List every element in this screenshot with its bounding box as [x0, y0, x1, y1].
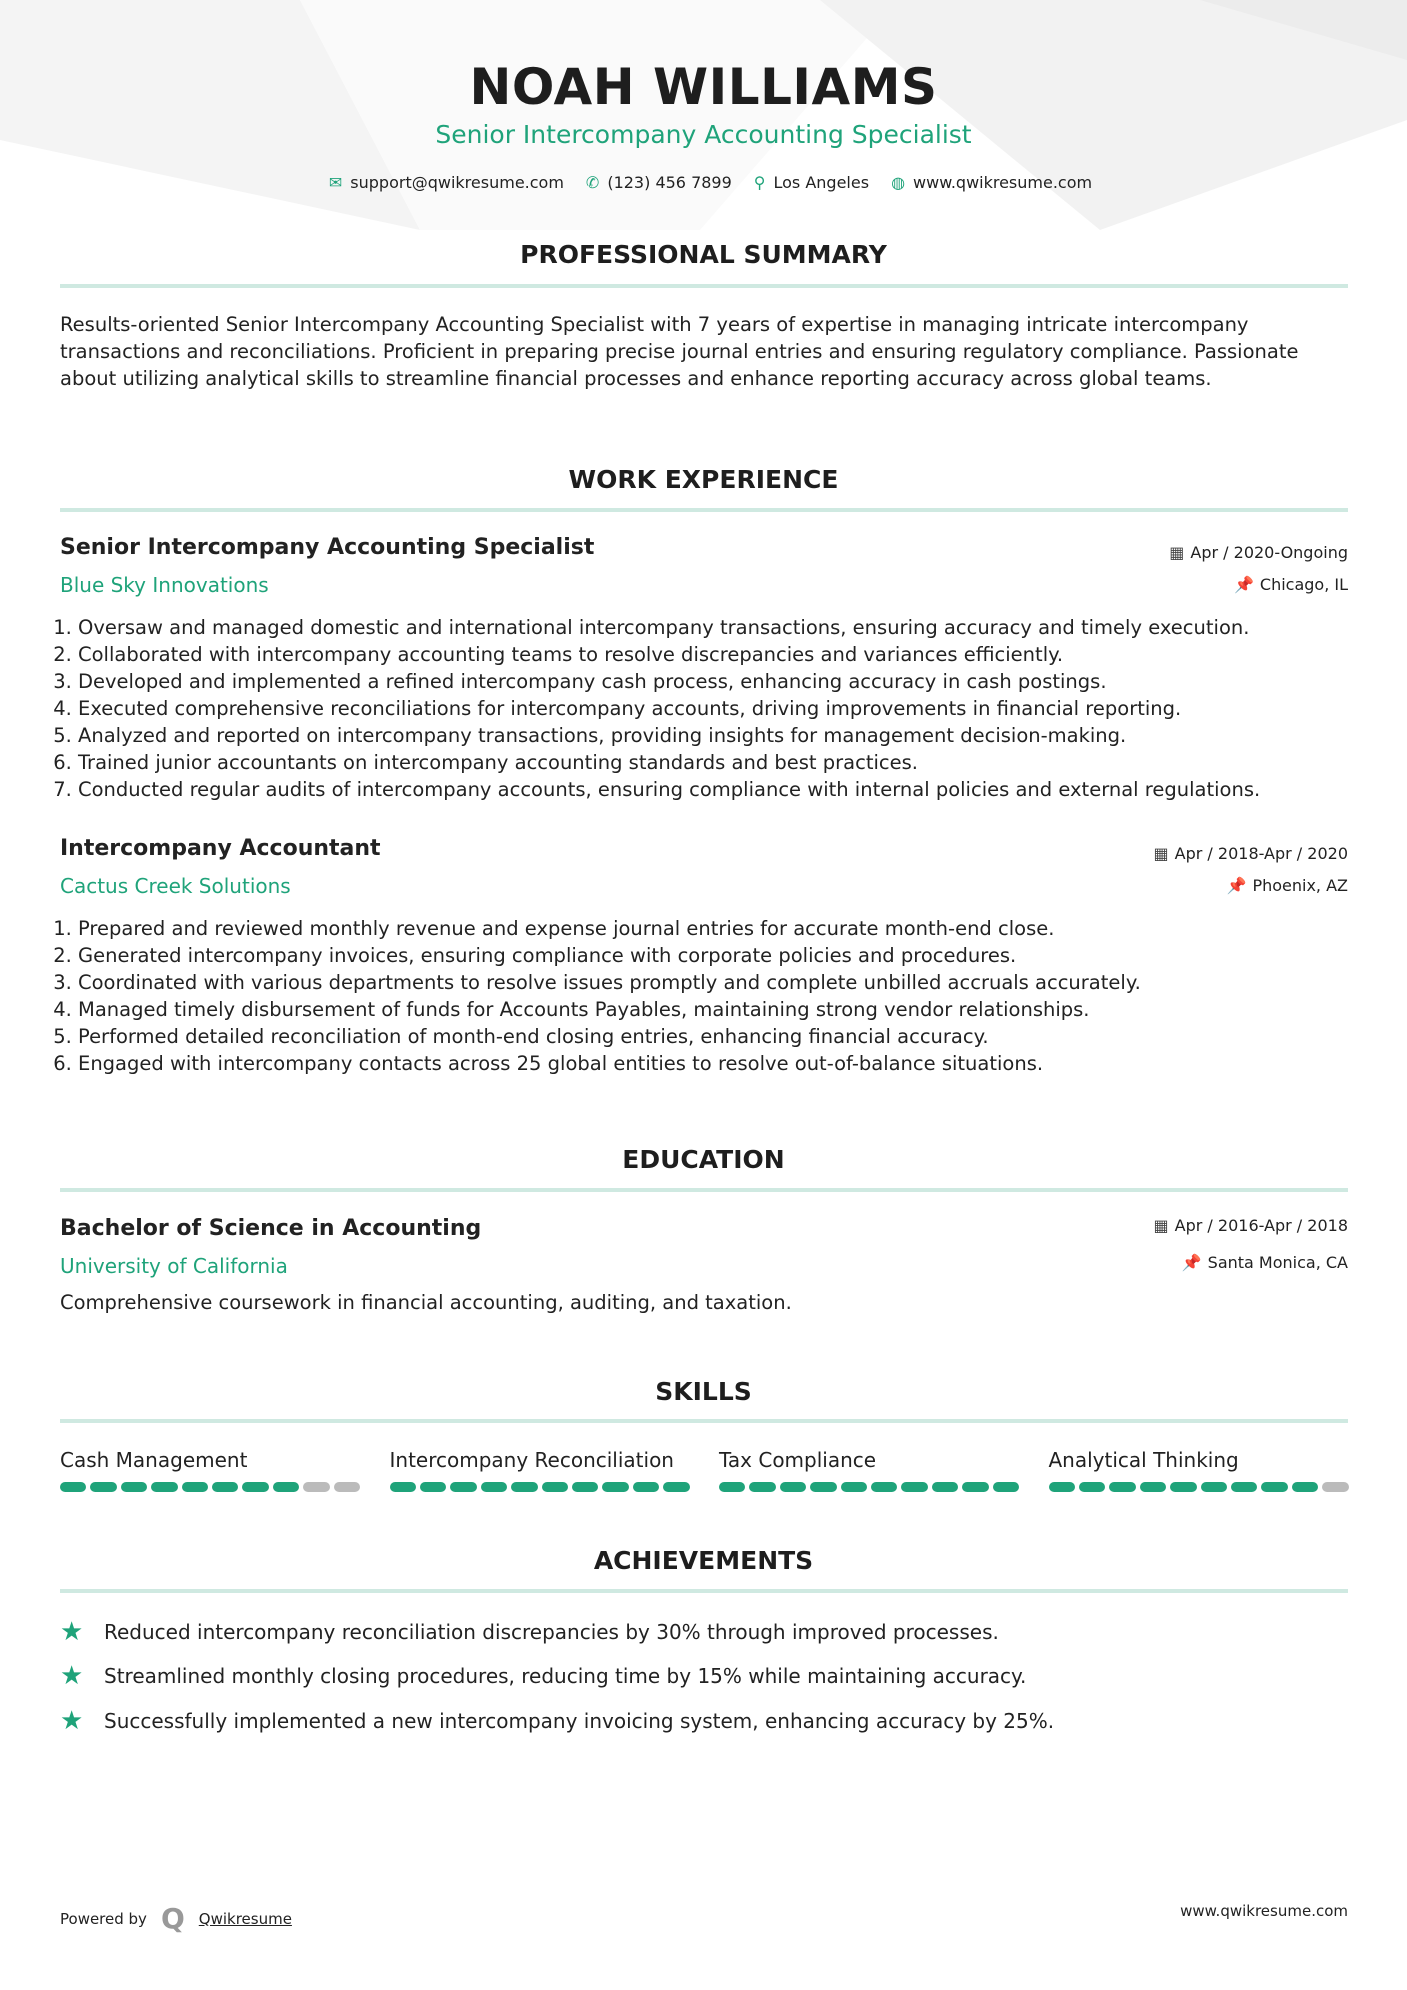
skill-name: Tax Compliance: [719, 1448, 877, 1472]
skill-dot: [212, 1482, 238, 1492]
skill-name: Analytical Thinking: [1048, 1448, 1239, 1472]
candidate-name: NOAH WILLIAMS: [469, 58, 938, 116]
education-heading: EDUCATION: [622, 1145, 785, 1174]
skill-dot: [1292, 1482, 1318, 1492]
divider: [60, 1188, 1348, 1192]
job-bullets: [60, 915, 1348, 1077]
skill-level-bar: [1049, 1482, 1349, 1492]
summary-heading: PROFESSIONAL SUMMARY: [520, 240, 887, 269]
skill-dot: [481, 1482, 507, 1492]
powered-by-label: Powered by: [60, 1909, 147, 1928]
skill-name: Intercompany Reconciliation: [389, 1448, 674, 1472]
education-description: Comprehensive coursework in financial accounting, auditing, and taxation.: [60, 1291, 792, 1314]
job-location: [1234, 575, 1348, 594]
skill-level-bar: [719, 1482, 1019, 1492]
skill-dot: [420, 1482, 446, 1492]
divider: [60, 1419, 1348, 1423]
job-location-text: Chicago, IL: [1259, 575, 1348, 594]
skill-level-bar: [60, 1482, 360, 1492]
star-icon: ★: [60, 1617, 84, 1647]
achievement-text: Reduced intercompany reconciliation discrepancies by 30% through improved processes.: [104, 1620, 999, 1644]
skill-dot: [749, 1482, 775, 1492]
skill-dot: [901, 1482, 927, 1492]
job-company: Blue Sky Innovations: [60, 573, 269, 597]
skill-dot: [719, 1482, 745, 1492]
list-item: 6. Trained junior accountants on intercompany accounting standards and best practices.: [78, 749, 1348, 776]
skill-item: [390, 1448, 690, 1492]
divider: [60, 508, 1348, 512]
skill-dot: [1170, 1482, 1196, 1492]
job-title: Senior Intercompany Accounting Specialist: [60, 535, 595, 560]
skill-dot: [932, 1482, 958, 1492]
list-item: 1. Prepared and reviewed monthly revenue and expense journal entries for accurate month-end close.: [78, 915, 1348, 942]
achievement-item: [60, 1617, 999, 1647]
job-dates-text: Apr / 2018-Apr / 2020: [1174, 844, 1348, 863]
brand-link[interactable]: Qwikresume: [198, 1909, 292, 1928]
skills-heading: SKILLS: [655, 1377, 752, 1406]
skill-dot: [1140, 1482, 1166, 1492]
calendar-icon: ▦: [1169, 543, 1185, 562]
job-title: Intercompany Accountant: [60, 836, 381, 861]
pin-icon: 📌: [1226, 876, 1247, 895]
email-icon: ✉: [328, 173, 343, 192]
skill-dot: [780, 1482, 806, 1492]
star-icon: ★: [60, 1706, 84, 1736]
contact-website[interactable]: www.qwikresume.com: [913, 173, 1093, 192]
list-item: 1. Oversaw and managed domestic and international intercompany transactions, ensuring accuracy and timely execution.: [78, 614, 1348, 641]
education-dates: [1154, 1216, 1348, 1235]
divider: [60, 284, 1348, 288]
summary-text: Results-oriented Senior Intercompany Accounting Specialist with 7 years of expertise in managing intricate intercompany transactions and reconciliations. Proficient in preparing precise journal entries and ensuring regulatory compliance. Passionate about utilizing analytical skills to streamline financial processes and enhance reporting accuracy across global teams.: [60, 313, 1299, 390]
skill-dot: [841, 1482, 867, 1492]
contact-email[interactable]: support@qwikresume.com: [350, 173, 564, 192]
job-dates: [1154, 844, 1348, 863]
skill-dot: [390, 1482, 416, 1492]
skill-dot: [151, 1482, 177, 1492]
achievement-text: Successfully implemented a new intercompany invoicing system, enhancing accuracy by 25%.: [104, 1709, 1055, 1733]
list-item: 2. Generated intercompany invoices, ensuring compliance with corporate policies and procedures.: [78, 942, 1348, 969]
skill-dot: [1079, 1482, 1105, 1492]
achievement-text: Streamlined monthly closing procedures, reducing time by 15% while maintaining accuracy.: [104, 1664, 1027, 1688]
skill-dot: [602, 1482, 628, 1492]
skill-dot: [810, 1482, 836, 1492]
footer-powered: [60, 1902, 292, 1935]
list-item: 4. Executed comprehensive reconciliations for intercompany accounts, driving improvements in financial reporting.: [78, 695, 1348, 722]
skill-dot: [273, 1482, 299, 1492]
skill-dot: [1049, 1482, 1075, 1492]
qwikresume-logo-icon: Q: [160, 1902, 185, 1935]
skill-name: Cash Management: [60, 1448, 248, 1472]
education-location-text: Santa Monica, CA: [1207, 1253, 1348, 1272]
list-item: 3. Developed and implemented a refined intercompany cash process, enhancing accuracy in cash postings.: [78, 668, 1348, 695]
skill-dot: [1109, 1482, 1135, 1492]
skill-dot: [1231, 1482, 1257, 1492]
achievement-item: [60, 1661, 1026, 1691]
skill-dot: [90, 1482, 116, 1492]
job-dates-text: Apr / 2020-Ongoing: [1190, 543, 1348, 562]
skill-dot: [663, 1482, 689, 1492]
education-dates-text: Apr / 2016-Apr / 2018: [1174, 1216, 1348, 1235]
candidate-title: Senior Intercompany Accounting Specialist: [435, 120, 972, 149]
pin-icon: 📌: [1181, 1253, 1202, 1272]
experience-heading: WORK EXPERIENCE: [568, 465, 839, 494]
skill-dot: [962, 1482, 988, 1492]
list-item: 3. Coordinated with various departments to resolve issues promptly and complete unbilled accruals accurately.: [78, 969, 1348, 996]
divider: [60, 1589, 1348, 1593]
skill-item: [1049, 1448, 1349, 1492]
list-item: 5. Performed detailed reconciliation of month-end closing entries, enhancing financial accuracy.: [78, 1023, 1348, 1050]
pin-icon: 📌: [1233, 575, 1254, 594]
location-pin-icon: ⚲: [753, 173, 766, 192]
skill-item: [719, 1448, 1019, 1492]
skill-level-bar: [390, 1482, 690, 1492]
star-icon: ★: [60, 1661, 84, 1691]
skill-dot: [871, 1482, 897, 1492]
job-bullets: [60, 614, 1348, 803]
calendar-icon: ▦: [1153, 844, 1169, 863]
skill-item: [60, 1448, 360, 1492]
skill-dot: [242, 1482, 268, 1492]
skill-dot: [60, 1482, 86, 1492]
achievement-item: [60, 1706, 1054, 1736]
contact-bar: [0, 173, 1407, 192]
skill-dot: [993, 1482, 1019, 1492]
phone-icon: ✆: [585, 173, 600, 192]
list-item: 7. Conducted regular audits of intercompany accounts, ensuring compliance with internal policies and external regulations.: [78, 776, 1348, 803]
list-item: 2. Collaborated with intercompany accounting teams to resolve discrepancies and variances efficiently.: [78, 641, 1348, 668]
skill-dot: [1261, 1482, 1287, 1492]
skill-dot: [511, 1482, 537, 1492]
job-company: Cactus Creek Solutions: [60, 874, 291, 898]
skill-dot: [121, 1482, 147, 1492]
skill-dot: [542, 1482, 568, 1492]
contact-phone: (123) 456 7899: [607, 173, 732, 192]
job-location-text: Phoenix, AZ: [1252, 876, 1348, 895]
skill-dot: [572, 1482, 598, 1492]
calendar-icon: ▦: [1153, 1216, 1169, 1235]
skill-dot: [182, 1482, 208, 1492]
globe-icon: ◍: [891, 173, 906, 192]
degree: Bachelor of Science in Accounting: [60, 1216, 482, 1241]
contact-location: Los Angeles: [773, 173, 870, 192]
footer-website[interactable]: www.qwikresume.com: [1180, 1902, 1348, 1920]
achievements-heading: ACHIEVEMENTS: [593, 1546, 814, 1575]
skill-dot: [334, 1482, 360, 1492]
list-item: 4. Managed timely disbursement of funds for Accounts Payables, maintaining strong vendor relationships.: [78, 996, 1348, 1023]
skill-dot: [1322, 1482, 1348, 1492]
skill-dot: [1201, 1482, 1227, 1492]
skill-dot: [303, 1482, 329, 1492]
skill-dot: [633, 1482, 659, 1492]
skill-dot: [450, 1482, 476, 1492]
list-item: 6. Engaged with intercompany contacts across 25 global entities to resolve out-of-balance situations.: [78, 1050, 1348, 1077]
school: University of California: [60, 1254, 288, 1278]
education-location: [1182, 1253, 1348, 1272]
job-location: [1227, 876, 1348, 895]
job-dates: [1169, 543, 1348, 562]
list-item: 5. Analyzed and reported on intercompany transactions, providing insights for management decision-making.: [78, 722, 1348, 749]
